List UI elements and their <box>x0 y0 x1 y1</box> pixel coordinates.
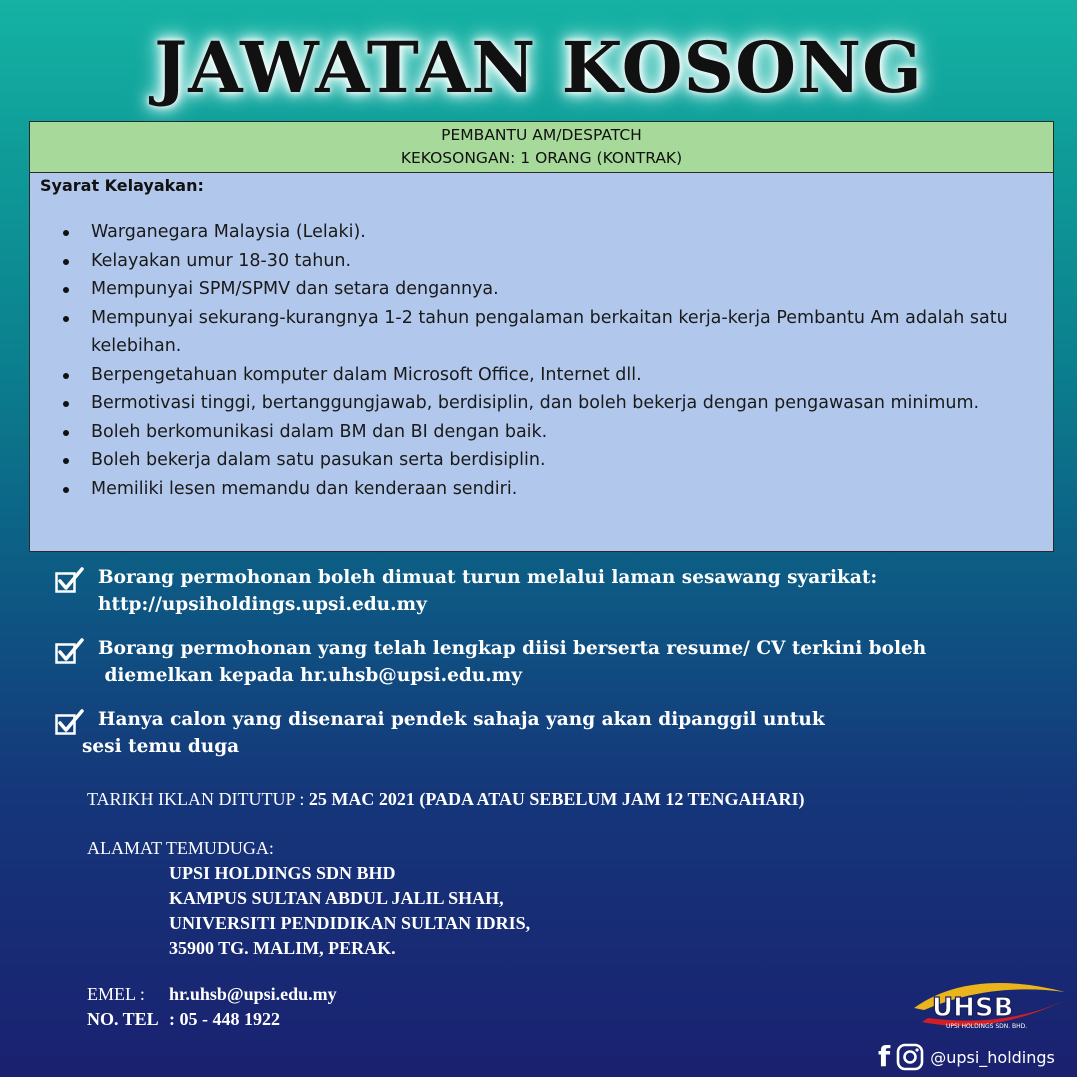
list-item: Berpengetahuan komputer dalam Microsoft Office, Internet dll. <box>30 361 1030 390</box>
closing-date-value: 25 MAC 2021 (PADA ATAU SEBELUM JAM 12 TENGAHARI) <box>308 789 805 809</box>
bullet-icon <box>63 373 69 379</box>
checkbox-checked-icon <box>55 709 85 735</box>
checklist-text: Borang permohonan boleh dimuat turun melalui laman sesawang syarikat: <box>98 567 878 588</box>
checklist-text: sesi temu duga <box>82 736 240 757</box>
logo-text: UHSB <box>932 993 1014 1023</box>
list-item: Warganegara Malaysia (Lelaki). <box>30 218 1030 247</box>
closing-date <box>87 789 805 810</box>
uhsb-logo <box>910 978 1070 1036</box>
checklist-item <box>55 564 985 618</box>
bullet-icon <box>63 259 69 265</box>
address-line: UNIVERSITI PENDIDIKAN SULTAN IDRIS, <box>169 913 531 933</box>
facebook-icon[interactable]: f <box>878 1040 891 1073</box>
instagram-icon[interactable] <box>896 1043 924 1071</box>
checklist-text: diemelkan kepada hr.uhsb@upsi.edu.my <box>98 665 523 686</box>
bullet-icon <box>63 401 69 407</box>
position-title: PEMBANTU AM/DESPATCH <box>441 126 642 144</box>
website-link[interactable]: http://upsiholdings.upsi.edu.my <box>98 594 427 615</box>
checklist-item <box>55 706 985 760</box>
bullet-icon <box>63 430 69 436</box>
phone-label: NO. TEL <box>87 1009 159 1029</box>
checkbox-checked-icon <box>55 567 85 593</box>
closing-date-label: TARIKH IKLAN DITUTUP : <box>87 789 309 809</box>
interview-address <box>169 861 530 961</box>
list-item: Mempunyai sekurang-kurangnya 1-2 tahun pengalaman berkaitan kerja-kerja Pembantu Am adalah satu kelebihan. <box>30 304 1030 361</box>
vacancy-count: KEKOSONGAN: 1 ORANG (KONTRAK) <box>400 149 683 167</box>
address-line: UPSI HOLDINGS SDN BHD <box>169 863 396 883</box>
list-item: Memiliki lesen memandu dan kenderaan sendiri. <box>30 475 1030 504</box>
social-links <box>878 1042 1055 1072</box>
checkbox-checked-icon <box>55 638 85 664</box>
address-line: KAMPUS SULTAN ABDUL JALIL SHAH, <box>169 888 504 908</box>
list-item: Kelayakan umur 18-30 tahun. <box>30 247 1030 276</box>
checklist-text: Hanya calon yang disenarai pendek sahaja yang akan dipanggil untuk <box>98 709 825 730</box>
bullet-icon <box>63 230 69 236</box>
bullet-icon <box>63 487 69 493</box>
contact-info <box>87 982 337 1032</box>
checklist-text: Borang permohonan yang telah lengkap diisi berserta resume/ CV terkini boleh <box>98 638 927 659</box>
address-label: ALAMAT TEMUDUGA: <box>87 838 274 858</box>
job-details-box <box>29 121 1054 552</box>
social-handle[interactable]: @upsi_holdings <box>930 1047 1055 1067</box>
application-checklist <box>55 564 985 777</box>
requirements-heading: Syarat Kelayakan: <box>40 176 204 195</box>
email-link[interactable]: hr.uhsb@upsi.edu.my <box>169 984 337 1004</box>
list-item: Mempunyai SPM/SPMV dan setara dengannya. <box>30 275 1030 304</box>
logo-subtext: UPSI HOLDINGS SDN. BHD. <box>946 1023 1028 1030</box>
list-item: Boleh berkomunikasi dalam BM dan BI dengan baik. <box>30 418 1030 447</box>
checklist-item <box>55 635 985 689</box>
phone-number: : 05 - 448 1922 <box>169 1009 280 1029</box>
position-header <box>30 122 1053 173</box>
bullet-icon <box>63 316 69 322</box>
list-item: Bermotivasi tinggi, bertanggungjawab, berdisiplin, dan boleh bekerja dengan pengawasan minimum. <box>30 389 1030 418</box>
requirements-list <box>30 218 1030 503</box>
email-label: EMEL : <box>87 984 145 1004</box>
page-title: JAWATAN KOSONG <box>154 26 923 109</box>
bullet-icon <box>63 287 69 293</box>
address-line: 35900 TG. MALIM, PERAK. <box>169 938 396 958</box>
bullet-icon <box>63 458 69 464</box>
list-item: Boleh bekerja dalam satu pasukan serta berdisiplin. <box>30 446 1030 475</box>
